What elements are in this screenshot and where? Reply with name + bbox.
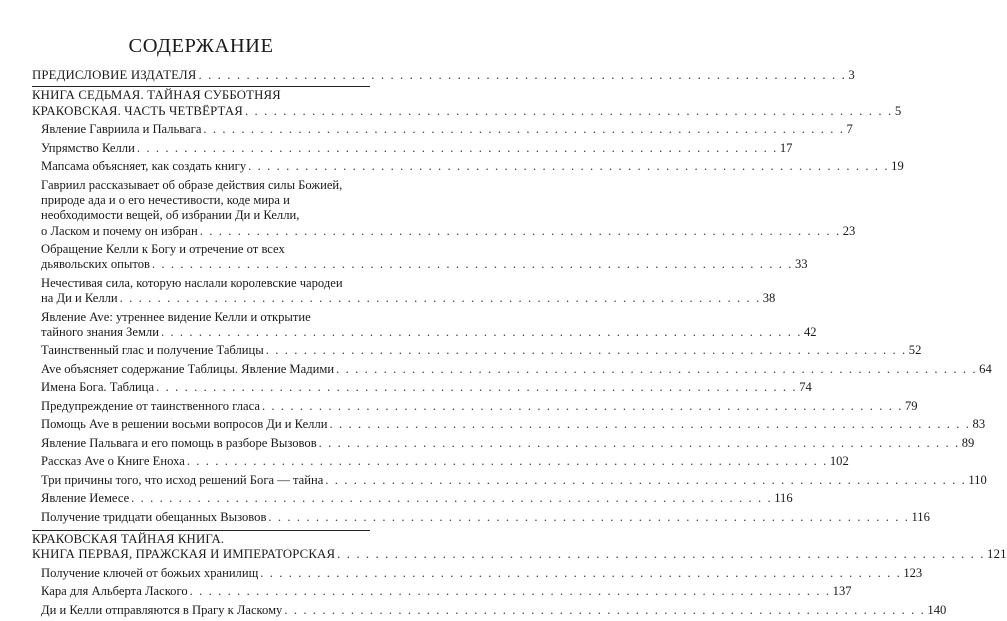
toc-entry[interactable] xyxy=(32,491,793,506)
toc-entry-title: Помощь Ave в решении восьми вопросов Ди и Келли xyxy=(41,417,328,432)
dot-leader xyxy=(120,291,761,306)
dot-leader xyxy=(203,122,844,137)
toc-page-number: 5 xyxy=(894,103,902,118)
toc-page-number: 33 xyxy=(794,257,808,272)
toc-entry-title: Предупреждение от таинственного гласа xyxy=(41,398,260,413)
toc-page-number: 17 xyxy=(779,140,793,155)
toc-entry-row xyxy=(41,380,812,395)
toc-entry-title: Явление Гавриила и Пальвага xyxy=(41,122,202,137)
toc-entry-row xyxy=(41,584,852,599)
toc-entry-row xyxy=(41,223,856,239)
toc-entry-title-line: Явление Ave: утреннее видение Келли и открытие xyxy=(41,309,311,324)
dot-leader xyxy=(319,436,960,451)
toc-entry-title: Мапсама объясняет, как создать книгу xyxy=(41,159,247,174)
toc-page-number: 3 xyxy=(848,68,855,82)
toc-entry[interactable] xyxy=(32,343,922,358)
toc-entry[interactable] xyxy=(32,86,902,119)
dot-leader xyxy=(200,224,841,239)
toc-entry-title-line: Гавриил рассказывает об образе действия силы Божией, xyxy=(41,177,343,192)
toc-entry-row xyxy=(32,547,1007,562)
toc-entry[interactable] xyxy=(32,584,852,599)
toc-entry[interactable] xyxy=(32,417,986,432)
dot-leader xyxy=(268,510,909,525)
toc-entry-row xyxy=(41,491,793,506)
toc-page-number: 110 xyxy=(968,472,987,487)
dot-leader xyxy=(284,603,925,618)
table-of-contents-page xyxy=(32,34,1007,621)
toc-entry-row xyxy=(41,257,808,272)
toc-entry-title: Явление Иемесе xyxy=(41,491,130,506)
toc-page-number: 79 xyxy=(904,398,918,413)
toc-page-number: 52 xyxy=(908,343,922,358)
page-title: СОДЕРЖАНИЕ xyxy=(128,35,274,57)
toc-entry-row xyxy=(41,291,776,306)
toc-entry-row xyxy=(41,361,992,377)
toc-page-number: 74 xyxy=(799,380,812,395)
toc-entry-title: Явление Пальвага и его помощь в разборе Вызовов xyxy=(41,435,317,450)
dot-leader xyxy=(329,417,970,432)
toc-entry[interactable] xyxy=(32,398,918,414)
toc-entry[interactable] xyxy=(32,68,855,83)
toc-page-number: 121 xyxy=(987,547,1007,562)
toc-page-number: 23 xyxy=(842,223,856,238)
toc-page-number: 38 xyxy=(762,291,776,306)
toc-entry-row xyxy=(41,122,853,137)
toc-entry[interactable] xyxy=(32,309,817,341)
dot-leader xyxy=(187,454,828,469)
toc-entry[interactable] xyxy=(32,472,987,488)
toc-entry-title: КНИГА ПЕРВАЯ, ПРАЖСКАЯ И ИМПЕРАТОРСКАЯ xyxy=(32,547,336,562)
toc-entry-title: КРАКОВСКАЯ. ЧАСТЬ ЧЕТВЁРТАЯ xyxy=(32,103,243,118)
toc-page-number: 89 xyxy=(961,435,975,450)
dot-leader xyxy=(336,362,977,377)
toc-entry-row xyxy=(32,68,855,83)
dot-leader xyxy=(248,159,889,174)
toc-entry[interactable] xyxy=(32,361,992,377)
toc-page-number: 64 xyxy=(979,361,992,376)
toc-entry-row xyxy=(41,343,922,358)
dot-leader xyxy=(260,566,901,581)
toc-entry-title-line: необходимости вещей, об избрании Ди и Келли, xyxy=(41,208,300,223)
dot-leader xyxy=(152,257,793,272)
toc-entry-title: Рассказ Ave о Книге Еноха xyxy=(41,454,185,469)
toc-page-number: 137 xyxy=(832,584,852,599)
toc-entry-title: Имена Бога. Таблица xyxy=(41,380,155,395)
toc-entry[interactable] xyxy=(32,122,853,137)
toc-entry[interactable] xyxy=(32,159,904,174)
dot-leader xyxy=(245,104,893,119)
dot-leader xyxy=(161,325,802,340)
dot-leader xyxy=(337,547,985,562)
toc-entry-title-line: КНИГА СЕДЬМАЯ. ТАЙНАЯ СУББОТНЯЯ xyxy=(32,88,281,103)
toc-entry[interactable] xyxy=(32,275,776,307)
toc-entry-title: Кара для Альберта Лаского xyxy=(41,584,188,599)
toc-entry-title: на Ди и Келли xyxy=(41,291,118,306)
dot-leader xyxy=(131,491,772,506)
toc-entry-title-line: природе ада и о его нечестивости, коде мира и xyxy=(41,193,290,208)
toc-entry-title: Получение ключей от божьих хранилищ xyxy=(41,565,259,580)
toc-entry[interactable] xyxy=(32,602,947,618)
toc-entry-title: Ave объясняет содержание Таблицы. Явление Мадими xyxy=(41,361,335,376)
toc-entry-title: о Ласком и почему он избран xyxy=(41,223,198,238)
toc-page-number: 19 xyxy=(891,159,904,174)
toc-entry[interactable] xyxy=(32,530,1007,563)
toc-entry[interactable] xyxy=(32,509,930,525)
toc-entry-row xyxy=(41,159,904,174)
toc-entry[interactable] xyxy=(32,140,793,156)
toc-entry-title: Таинственный глас и получение Таблицы xyxy=(41,343,264,358)
toc-page-number: 83 xyxy=(972,417,986,432)
toc-entry-row xyxy=(41,454,849,469)
toc-entry-row xyxy=(41,435,975,451)
dot-leader xyxy=(262,399,903,414)
toc-entry-row xyxy=(41,140,793,156)
toc-entry[interactable] xyxy=(32,565,923,581)
toc-page-number: 102 xyxy=(829,454,849,469)
toc-entry[interactable] xyxy=(32,242,808,273)
toc-entry-row xyxy=(32,103,902,119)
toc-entry-title-line: Обращение Келли к Богу и отречение от всех xyxy=(41,242,285,257)
toc-entry-title: тайного знания Земли xyxy=(41,324,159,339)
toc-entry-title: Упрямство Келли xyxy=(41,140,135,155)
toc-entry-title-line: Нечестивая сила, которую наслали королевские чародеи xyxy=(41,275,343,290)
toc-page-number: 42 xyxy=(803,324,817,339)
toc-entry[interactable] xyxy=(32,435,975,451)
toc-entry[interactable] xyxy=(32,454,849,469)
toc-entry-row xyxy=(41,565,923,581)
toc-entry-title: дьявольских опытов xyxy=(41,257,150,272)
toc-entry-title: Получение тридцати обещанных Вызовов xyxy=(41,509,267,524)
toc-entry[interactable] xyxy=(32,177,856,239)
toc-page-number: 116 xyxy=(774,491,793,506)
toc-entry-title: Ди и Келли отправляются в Прагу к Ласкому xyxy=(41,602,283,617)
dot-leader xyxy=(198,68,846,83)
toc-entry-row xyxy=(41,417,986,432)
toc-page-number: 140 xyxy=(927,602,947,617)
toc-page-number: 123 xyxy=(903,565,923,580)
dot-leader xyxy=(137,141,778,156)
toc-list xyxy=(32,68,1007,618)
toc-entry-row xyxy=(41,398,918,414)
toc-entry-title-line: КРАКОВСКАЯ ТАЙНАЯ КНИГА. xyxy=(32,532,225,547)
toc-page-number: 7 xyxy=(846,122,853,137)
toc-entry[interactable] xyxy=(32,380,812,395)
toc-entry-title: Три причины того, что исход решений Бога — тайна xyxy=(41,472,324,487)
toc-entry-row xyxy=(41,509,930,525)
toc-entry-title: ПРЕДИСЛОВИЕ ИЗДАТЕЛЯ xyxy=(32,68,197,82)
toc-entry-row xyxy=(41,324,817,340)
dot-leader xyxy=(266,343,907,358)
toc-page-number: 116 xyxy=(911,509,930,524)
toc-entry-row xyxy=(41,602,947,618)
toc-entry-row xyxy=(41,472,987,488)
dot-leader xyxy=(190,584,831,599)
dot-leader xyxy=(156,380,797,395)
dot-leader xyxy=(325,473,966,488)
